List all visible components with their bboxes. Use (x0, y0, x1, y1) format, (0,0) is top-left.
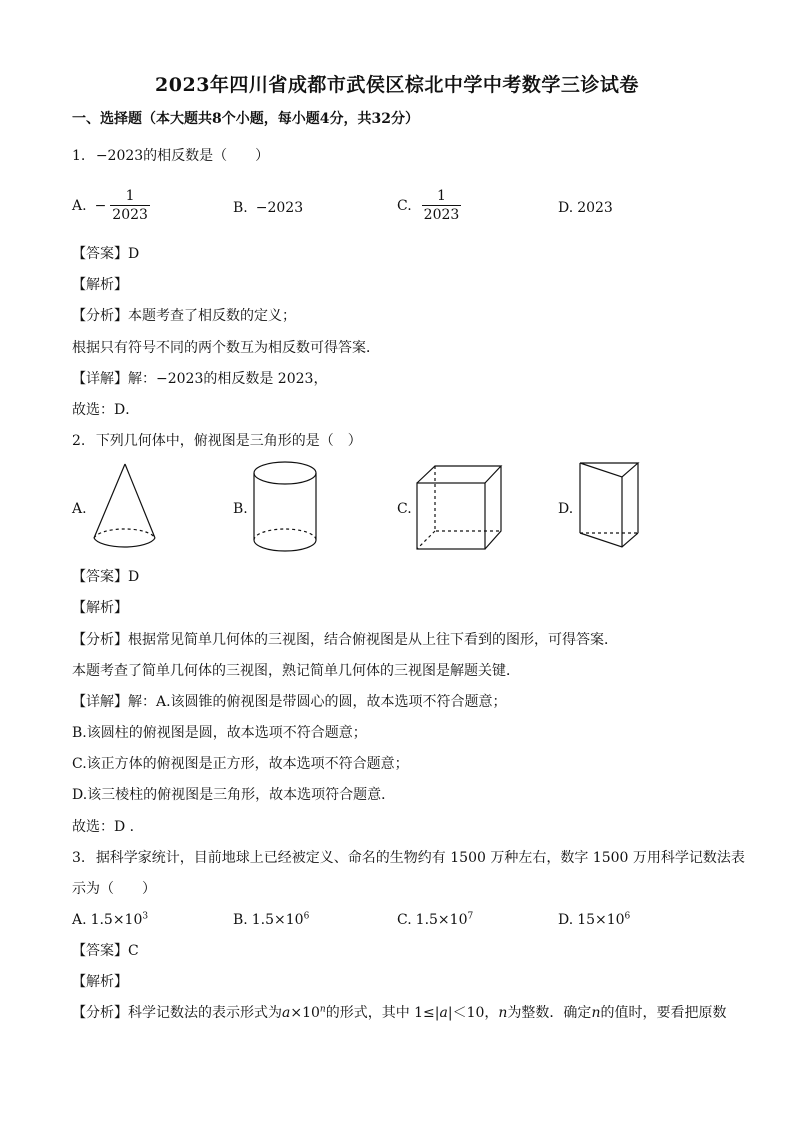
variable-n: n (591, 1005, 601, 1021)
option-base: 1.5×10 (251, 912, 304, 928)
q2-detail-d: D.该三棱柱的俯视图是三角形，故本选项符合题意． (72, 787, 396, 803)
q3-answer: 【答案】C (72, 943, 139, 959)
prism-bottom-visible (580, 533, 638, 547)
option-value: 2023 (577, 200, 613, 216)
denominator: 2023 (423, 207, 460, 223)
q3-option-a (72, 911, 148, 929)
cube-hidden-edge (417, 531, 435, 549)
q1-expression: −2023 (95, 148, 144, 164)
analysis-tag: 【分析】 (72, 308, 128, 324)
option-base: 1.5×10 (90, 912, 143, 928)
analysis-text: 科学记数法的表示形式为 (128, 1005, 282, 1021)
q2-text: 下列几何体中，俯视图是三角形的是（ ） (95, 433, 362, 449)
q2-stem (72, 432, 362, 450)
option-value: −2023 (255, 200, 304, 216)
q3-option-b (233, 911, 309, 929)
q3-number: 3. (72, 850, 86, 866)
analysis-text: 根据常见简单几何体的三视图，结合俯视图是从上往下看到的图形，可得答案． (128, 632, 618, 648)
q3-stem-line2: 示为（ ） (72, 881, 156, 897)
q1-analysis-line2: 根据只有符号不同的两个数互为相反数可得答案． (72, 340, 380, 356)
q1-option-c (397, 188, 461, 223)
q1-option-a (72, 188, 150, 223)
cone-figure (90, 462, 160, 554)
q1-text: 的相反数是（ ） (143, 148, 270, 164)
cube-figure (414, 463, 504, 553)
variable-a: a (439, 1005, 448, 1021)
q1-number: 1. (72, 148, 86, 164)
fraction (422, 188, 462, 223)
section-heading: 一、选择题（本大题共8个小题，每小题4分，共32分） (72, 111, 419, 127)
cone-edge-left (94, 464, 125, 538)
q2-option-b-label: B. (233, 501, 248, 517)
option-exponent: 6 (303, 911, 310, 922)
cone-base-front (94, 538, 155, 547)
exponent-n: n (319, 1004, 326, 1015)
cube-front-face (417, 483, 485, 549)
q1-option-d (558, 199, 613, 217)
option-base: 15×10 (577, 912, 625, 928)
option-label: C. (397, 197, 412, 214)
q3-analysis (72, 1004, 726, 1022)
detail-text: 解：−2023的相反数是 2023， (128, 371, 328, 387)
q1-analysis (72, 307, 296, 325)
q1-option-b (233, 199, 303, 217)
q3-option-c (397, 911, 473, 929)
q3-stem-line1 (72, 849, 745, 867)
q2-option-d-label: D. (558, 501, 574, 517)
q2-option-a-label: A. (72, 501, 87, 517)
q1-analysis-heading: 【解析】 (72, 277, 128, 293)
q2-answer: 【答案】D (72, 569, 140, 585)
cylinder-base-back (254, 529, 316, 540)
option-label: D. (558, 912, 574, 928)
analysis-times: ×10 (290, 1005, 320, 1021)
analysis-text: 为整数．确定 (507, 1005, 592, 1021)
prism-top-face (580, 463, 638, 477)
option-label: C. (397, 912, 412, 928)
option-label: B. (233, 912, 248, 928)
cylinder-base-front (254, 540, 316, 551)
option-label: A. (72, 912, 87, 928)
q2-detail (72, 693, 507, 711)
q2-conclusion: 故选：D ． (72, 819, 144, 835)
q2-detail-b: B.该圆柱的俯视图是圆，故本选项不符合题意； (72, 725, 367, 741)
variable-a: a (282, 1005, 291, 1021)
option-exponent: 3 (142, 911, 149, 922)
analysis-text: 的形式，其中 1≤| (325, 1005, 440, 1021)
option-label: A. (72, 197, 87, 214)
q3-text: 据科学家统计，目前地球上已经被定义、命名的生物约有 1500 万种左右，数字 1500 万用科学记数法表 (95, 850, 745, 866)
numerator: 1 (437, 188, 446, 204)
cube-right-face (485, 466, 501, 549)
variable-n: n (498, 1005, 508, 1021)
q2-analysis-line2: 本题考查了简单几何体的三视图，熟记简单几何体的三视图是解题关键． (72, 663, 520, 679)
q2-option-c-label: C. (397, 501, 412, 517)
q2-analysis-heading: 【解析】 (72, 600, 128, 616)
negative-sign: − (94, 197, 107, 214)
analysis-text: 的值时，要看把原数 (600, 1005, 727, 1021)
detail-tag: 【详解】 (72, 694, 128, 710)
q1-answer: 【答案】D (72, 246, 140, 262)
q3-analysis-heading: 【解析】 (72, 974, 128, 990)
q1-detail (72, 370, 327, 388)
cylinder-figure (250, 460, 320, 556)
option-label: D. (558, 200, 574, 216)
numerator: 1 (125, 188, 135, 204)
q2-number: 2. (72, 433, 86, 449)
cone-base-back (94, 529, 155, 538)
cube-top-face (417, 466, 501, 483)
option-label: B. (233, 200, 248, 216)
q1-conclusion: 故选：D． (72, 402, 140, 418)
option-exponent: 7 (467, 911, 474, 922)
analysis-text: 本题考查了相反数的定义； (128, 308, 296, 324)
fraction (110, 188, 150, 223)
cylinder-top (254, 462, 316, 484)
triangular-prism-figure (577, 460, 641, 556)
q3-option-d (558, 911, 630, 929)
analysis-tag: 【分析】 (72, 1005, 128, 1021)
q2-analysis (72, 631, 618, 649)
cone-edge-right (125, 464, 155, 538)
q1-stem (72, 147, 269, 165)
q2-detail-c: C.该正方体的俯视图是正方形，故本选项不符合题意； (72, 756, 409, 772)
detail-tag: 【详解】 (72, 371, 128, 387)
detail-text: 解：A.该圆锥的俯视图是带圆心的圆，故本选项不符合题意； (128, 694, 507, 710)
option-base: 1.5×10 (415, 912, 468, 928)
analysis-tag: 【分析】 (72, 632, 128, 648)
analysis-text: |＜10， (447, 1005, 499, 1021)
page-title: 2023年四川省成都市武侯区棕北中学中考数学三诊试卷 (155, 74, 639, 96)
denominator: 2023 (112, 207, 148, 223)
option-exponent: 6 (624, 911, 631, 922)
